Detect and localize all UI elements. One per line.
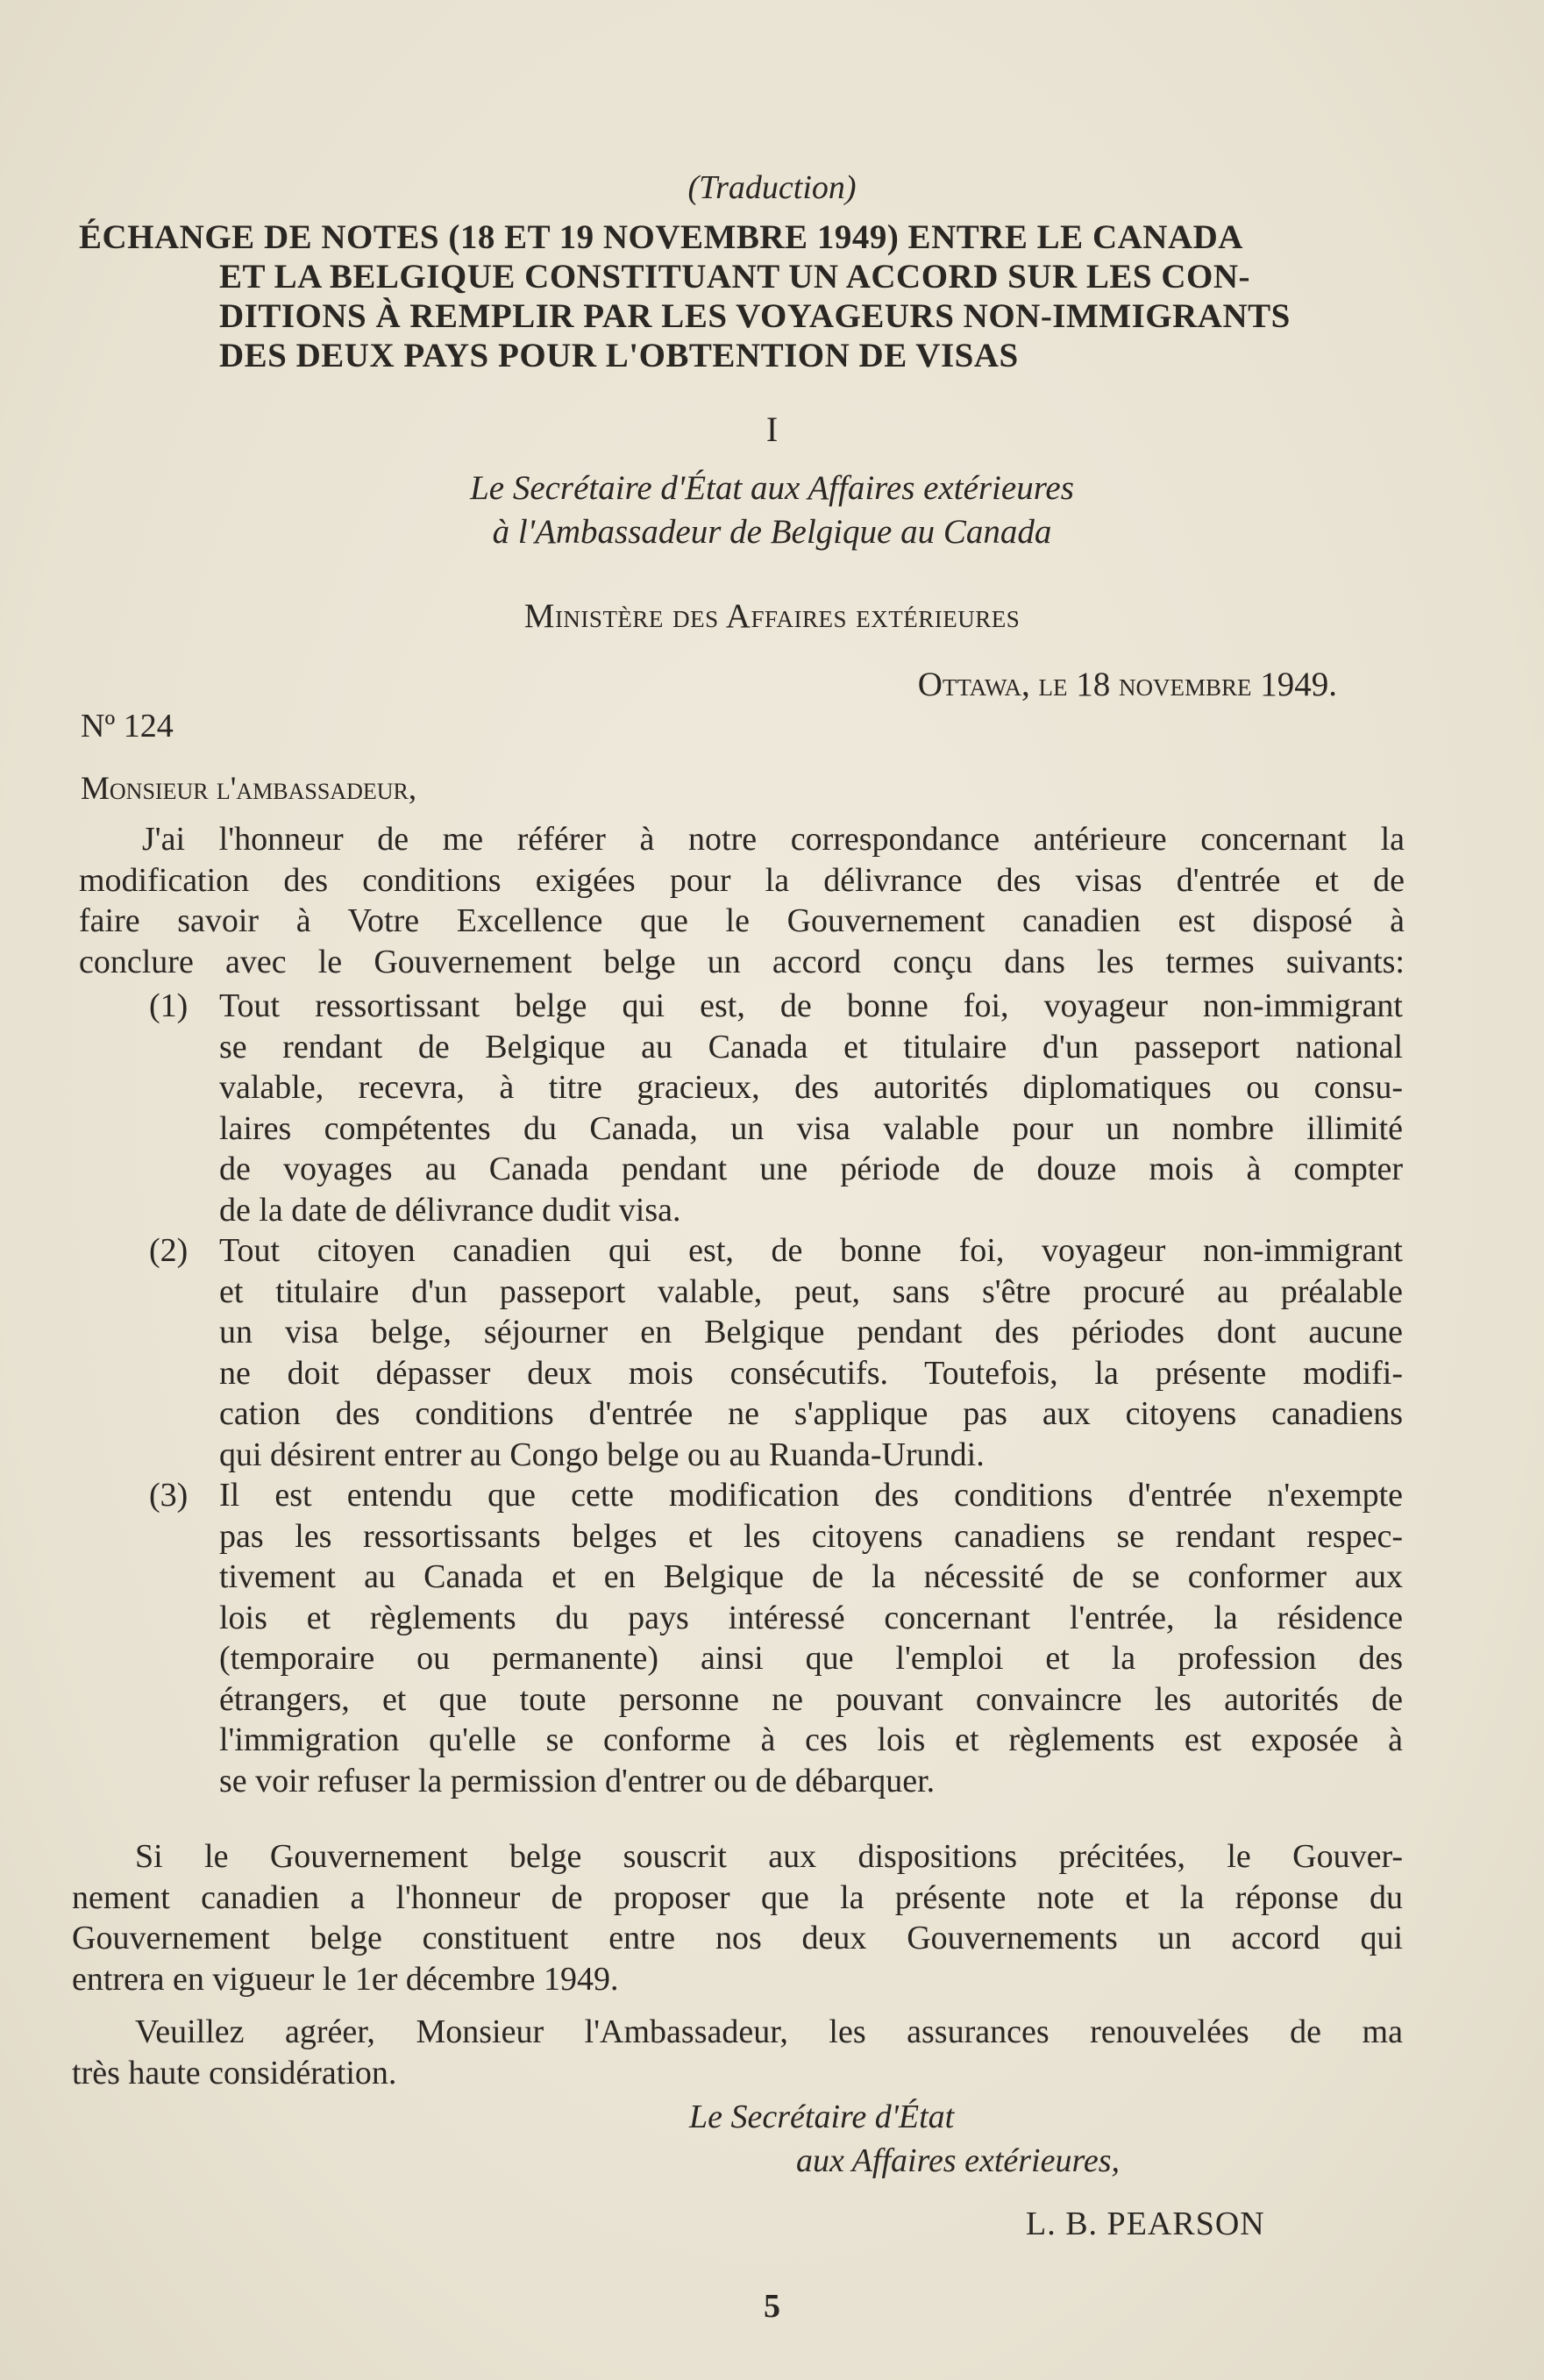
item-text [219,1475,1403,1801]
title-line: DITIONS À REMPLIR PAR LES VOYAGEURS NON-IMMIGRANTS [219,297,1291,335]
item-line: (temporaire ou permanente) ainsi que l'emploi et la profession des [219,1640,1403,1677]
paragraph-line: nement canadien a l'honneur de proposer que la présente note et la réponse du [72,1878,1403,1916]
paragraph-line: modification des conditions exigées pour la délivrance des visas d'entrée et de [79,861,1405,899]
item-line: tivement au Canada et en Belgique de la nécessité de se conformer aux [219,1558,1403,1595]
salutation: Monsieur l'ambassadeur, [81,771,417,807]
paragraph-line: entrera en vigueur le 1er décembre 1949. [72,1960,619,1998]
addressee-line: Le Secrétaire d'État aux Affaires extérieures [470,469,1074,507]
paragraph-line: J'ai l'honneur de me référer à notre correspondance antérieure concernant la [142,821,1405,858]
item-line: de la date de délivrance dudit visa. [219,1191,681,1229]
section-numeral: I [765,410,779,449]
item-number: (2) [149,1232,189,1269]
signature-title: Le Secrétaire d'État [689,2099,955,2135]
item-line: laires compétentes du Canada, un visa valable pour un nombre illimité [219,1109,1403,1147]
list-item [149,1230,1403,1475]
ministry-heading: Ministère des Affaires extérieures [523,597,1021,635]
paragraph-line: Si le Gouvernement belge souscrit aux dispositions précitées, le Gouver- [135,1838,1403,1875]
item-line: lois et règlements du pays intéressé concernant l'entrée, la résidence [219,1599,1403,1636]
item-line: et titulaire d'un passeport valable, peut, sans s'être procuré au préalable [219,1272,1403,1310]
addressee-line: à l'Ambassadeur de Belgique au Canada [492,513,1052,551]
item-text [219,1230,1403,1475]
item-line: étrangers, et que toute personne ne pouvant convaincre les autorités de [219,1680,1403,1718]
terms-list [149,986,1403,1801]
list-item [149,1475,1403,1801]
item-number: (3) [149,1477,189,1514]
list-item [149,986,1403,1230]
paragraph-line: Gouvernement belge constituent entre nos deux Gouvernements un accord qui [72,1920,1403,1956]
item-number: (1) [149,987,189,1024]
item-line: Il est entendu que cette modification des conditions d'entrée n'exempte [219,1477,1403,1514]
title-line: DES DEUX PAYS POUR L'OBTENTION DE VISAS [219,337,1019,374]
item-line: Tout ressortissant belge qui est, de bonne foi, voyageur non-immigrant [219,987,1403,1024]
item-line: l'immigration qu'elle se conforme à ces lois et règlements est exposée à [219,1721,1403,1758]
item-line: se voir refuser la permission d'entrer ou de débarquer. [219,1762,936,1799]
paragraph-line: très haute considération. [72,2054,397,2091]
proposal-paragraph [72,1836,1403,1999]
item-line: ne doit dépasser deux mois consécutifs. Toutefois, la présente modifi- [219,1354,1403,1392]
item-text [219,986,1403,1230]
item-line: un visa belge, séjourner en Belgique pendant des périodes dont aucune [219,1314,1403,1350]
paragraph-line: faire savoir à Votre Excellence que le Gouvernement canadien est disposé à [79,902,1405,939]
item-line: Tout citoyen canadien qui est, de bonne foi, voyageur non-immigrant [219,1232,1403,1269]
title-line: ET LA BELGIQUE CONSTITUANT UN ACCORD SUR LES CON- [219,258,1250,296]
translation-label: (Traduction) [687,169,857,206]
place-date-text: Ottawa, le 18 novembre 1949. [917,666,1337,703]
paragraph-line: conclure avec le Gouvernement belge un accord conçu dans les termes suivants: [79,943,1405,980]
title-line: ÉCHANGE DE NOTES (18 ET 19 NOVEMBRE 1949) ENTRE LE CANADA [79,218,1243,256]
paragraph-line: Veuillez agréer, Monsieur l'Ambassadeur, les assurances renouvelées de ma [135,2013,1403,2050]
item-line: valable, recevra, à titre gracieux, des autorités diplomatiques ou consu- [219,1069,1403,1106]
item-line: pas les ressortissants belges et les citoyens canadiens se rendant respec- [219,1517,1403,1555]
signature-title: aux Affaires extérieures, [796,2142,1120,2179]
document-title [79,217,1482,375]
closing-paragraph [72,2012,1403,2093]
item-line: se rendant de Belgique au Canada et titulaire d'un passeport national [219,1028,1403,1065]
item-line: cation des conditions d'entrée ne s'applique pas aux citoyens canadiens [219,1395,1403,1432]
place-date [918,665,1337,704]
item-line: de voyages au Canada pendant une période de douze mois à compter [219,1151,1403,1187]
item-line: qui désirent entrer au Congo belge ou au Ruanda-Urundi. [219,1436,985,1473]
signer-name: L. B. PEARSON [1026,2205,1265,2242]
page-number: 5 [764,2288,780,2325]
note-number: Nº 124 [81,708,174,745]
intro-paragraph [79,819,1405,982]
